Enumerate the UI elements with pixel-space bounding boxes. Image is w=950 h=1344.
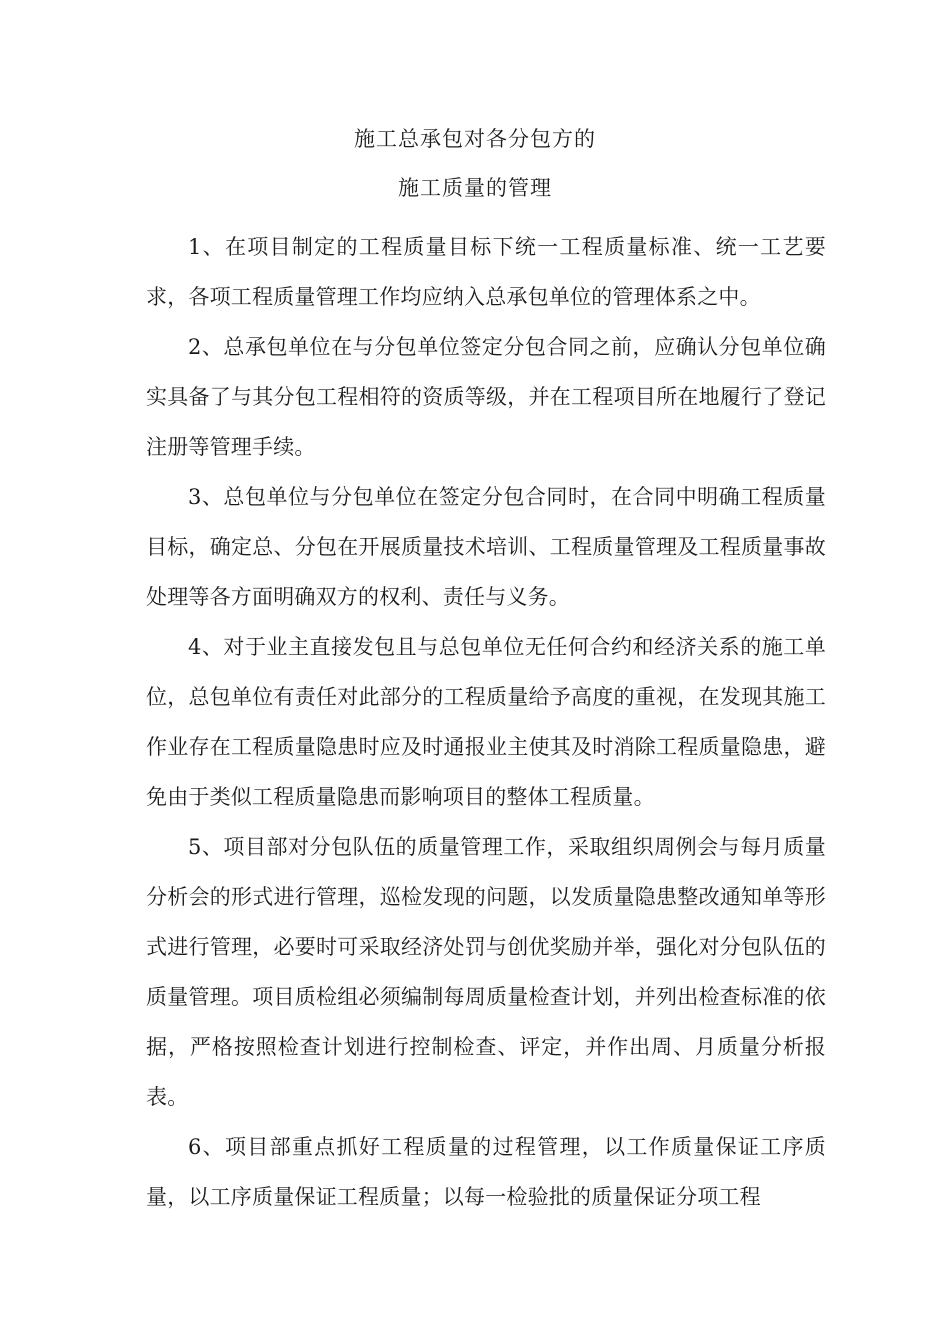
paragraph-5: 5、项目部对分包队伍的质量管理工作，采取组织周例会与每月质量分析会的形式进行管理，巡检发现的问题，以发质量隐患整改通知单等形式进行管理，必要时可采取经济处罚与创优奖励并举，强化对分包队伍的质量管理。项目质检组必须编制每周质量检查计划，并列出检查标准的依据，严格按照检查计划进行控制检查、评定，并作出周、月质量分析报表。 — [146, 835, 826, 1109]
paragraph-1: 1、在项目制定的工程质量目标下统一工程质量标准、统一工艺要求，各项工程质量管理工作均应纳入总承包单位的管理体系之中。 — [146, 235, 826, 309]
document-body — [146, 222, 826, 1222]
document-title-line-2: 施工质量的管理 — [398, 176, 552, 200]
document-title-line-1: 施工总承包对各分包方的 — [354, 127, 596, 151]
paragraph-4: 4、对于业主直接发包且与总包单位无任何合约和经济关系的施工单位，总包单位有责任对此部分的工程质量给予高度的重视，在发现其施工作业存在工程质量隐患时应及时通报业主使其及时消除工程质量隐患，避免由于类似工程质量隐患而影响项目的整体工程质量。 — [146, 635, 826, 809]
paragraph-6: 6、项目部重点抓好工程质量的过程管理，以工作质量保证工序质量，以工序质量保证工程质量；以每一检验批的质量保证分项工程 — [146, 1135, 826, 1209]
paragraph-2: 2、总承包单位在与分包单位签定分包合同之前，应确认分包单位确实具备了与其分包工程相符的资质等级，并在工程项目所在地履行了登记注册等管理手续。 — [146, 335, 826, 459]
paragraph-3: 3、总包单位与分包单位在签定分包合同时，在合同中明确工程质量目标，确定总、分包在开展质量技术培训、工程质量管理及工程质量事故处理等各方面明确双方的权利、责任与义务。 — [146, 485, 826, 609]
